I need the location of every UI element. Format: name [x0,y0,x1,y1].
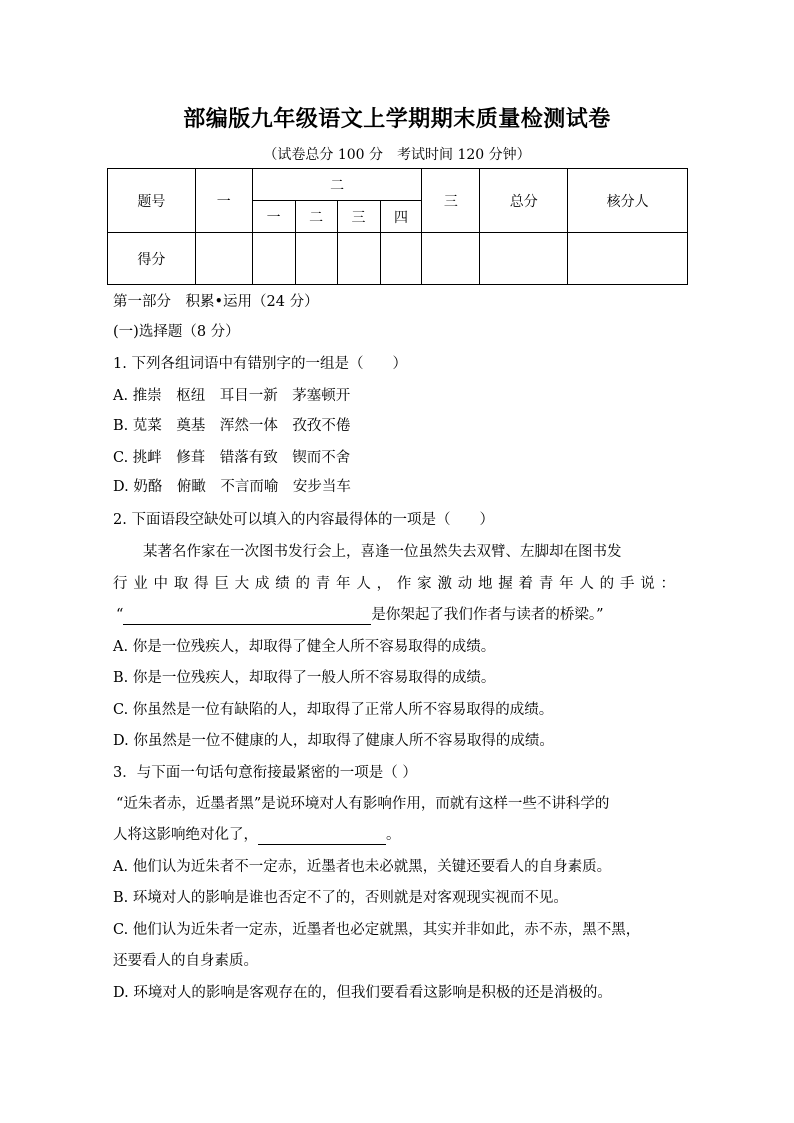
question-3-option-d[interactable]: D. 环境对人的影响是客观存在的，但我们要看看这影响是积极的还是消极的。 [113,985,612,1001]
question-2-passage-line-1: 某著名作家在一次图书发行会上，喜逢一位虽然失去双臂、左脚却在图书发 [143,544,622,560]
score-table-header-checker: 核分人 [568,169,688,233]
question-3-option-a[interactable]: A. 他们认为近朱者不一定赤，近墨者也未必就黑，关键还要看人的自身素质。 [113,859,612,875]
score-table-header-part3: 三 [422,169,480,233]
score-table-header-part1: 一 [195,169,252,233]
score-table-sub-3: 三 [337,201,380,233]
question-2-option-d[interactable]: D. 你虽然是一位不健康的人，却取得了健康人所不容易取得的成绩。 [113,733,554,749]
question-1-option-d[interactable]: D. 奶酪 俯瞰 不言而喻 安步当车 [113,479,351,495]
quote-rest-text: 是你架起了我们作者与读者的桥梁。” [371,607,604,623]
question-1-option-a[interactable]: A. 推崇 枢纽 耳目一新 茅塞顿开 [113,388,351,404]
score-table-header-number: 题号 [108,169,196,233]
question-3-stem: 3．与下面一句话句意衔接最紧密的一项是（ ） [113,765,417,781]
passage-line-2-text: 人将这影响绝对化了， [113,827,258,843]
score-table-header-total: 总分 [480,169,568,233]
question-2-option-c[interactable]: C. 你虽然是一位有缺陷的人，却取得了正常人所不容易取得的成绩。 [113,702,554,718]
score-cell[interactable] [480,233,568,285]
question-3-passage-line-1: “近朱者赤，近墨者黑”是说环境对人有影响作用，而就有这样一些不讲科学的 [116,796,610,812]
question-3-option-b[interactable]: B. 环境对人的影响是谁也否定不了的，否则就是对客观现实视而不见。 [113,890,568,906]
question-2-stem: 2. 下面语段空缺处可以填入的内容最得体的一项是（ ） [113,512,494,528]
question-1-option-b[interactable]: B. 苋菜 奠基 浑然一体 孜孜不倦 [113,418,351,434]
score-table-sub-2: 二 [295,201,337,233]
question-1-option-c[interactable]: C. 挑衅 修葺 错落有致 锲而不舍 [113,450,351,466]
score-cell[interactable] [337,233,380,285]
score-cell[interactable] [195,233,252,285]
passage-line-2-end: 。 [386,827,401,843]
question-1-stem: 1. 下列各组词语中有错别字的一组是（ ） [113,356,407,372]
question-3-option-c-line-2: 还要看人的自身素质。 [113,953,258,969]
question-2-option-b[interactable]: B. 你是一位残疾人，却取得了一般人所不容易取得的成绩。 [113,670,496,686]
score-cell[interactable] [252,233,295,285]
score-cell[interactable] [295,233,337,285]
score-table-sub-4: 四 [380,201,422,233]
score-cell[interactable] [380,233,422,285]
section-heading: (一)选择题（8 分） [113,324,240,340]
exam-title: 部编版九年级语文上学期期末质量检测试卷 [183,107,611,132]
exam-subtitle: （试卷总分 100 分 考试时间 120 分钟） [263,147,531,163]
question-3-option-c-line-1[interactable]: C. 他们认为近朱者一定赤，近墨者也必定就黑，其实并非如此，赤不赤，黑不黑， [113,922,641,938]
question-2-quote-line [116,605,694,625]
score-table [107,168,688,285]
score-table-row-label: 得分 [108,233,196,285]
score-table-header-part2: 二 [252,169,422,201]
question-2-passage-line-2: 行业中取得巨大成绩的青年人，作家激动地握着青年人的手说： [113,576,675,592]
part-heading: 第一部分 积累•运用（24 分） [113,294,319,310]
score-cell[interactable] [568,233,688,285]
score-table-sub-1: 一 [252,201,295,233]
score-cell[interactable] [422,233,480,285]
answer-blank[interactable] [123,608,371,625]
quote-open-mark: “ [116,607,124,623]
question-3-passage-line-2 [113,825,691,845]
question-2-option-a[interactable]: A. 你是一位残疾人，却取得了健全人所不容易取得的成绩。 [113,639,496,655]
answer-blank[interactable] [258,828,386,845]
